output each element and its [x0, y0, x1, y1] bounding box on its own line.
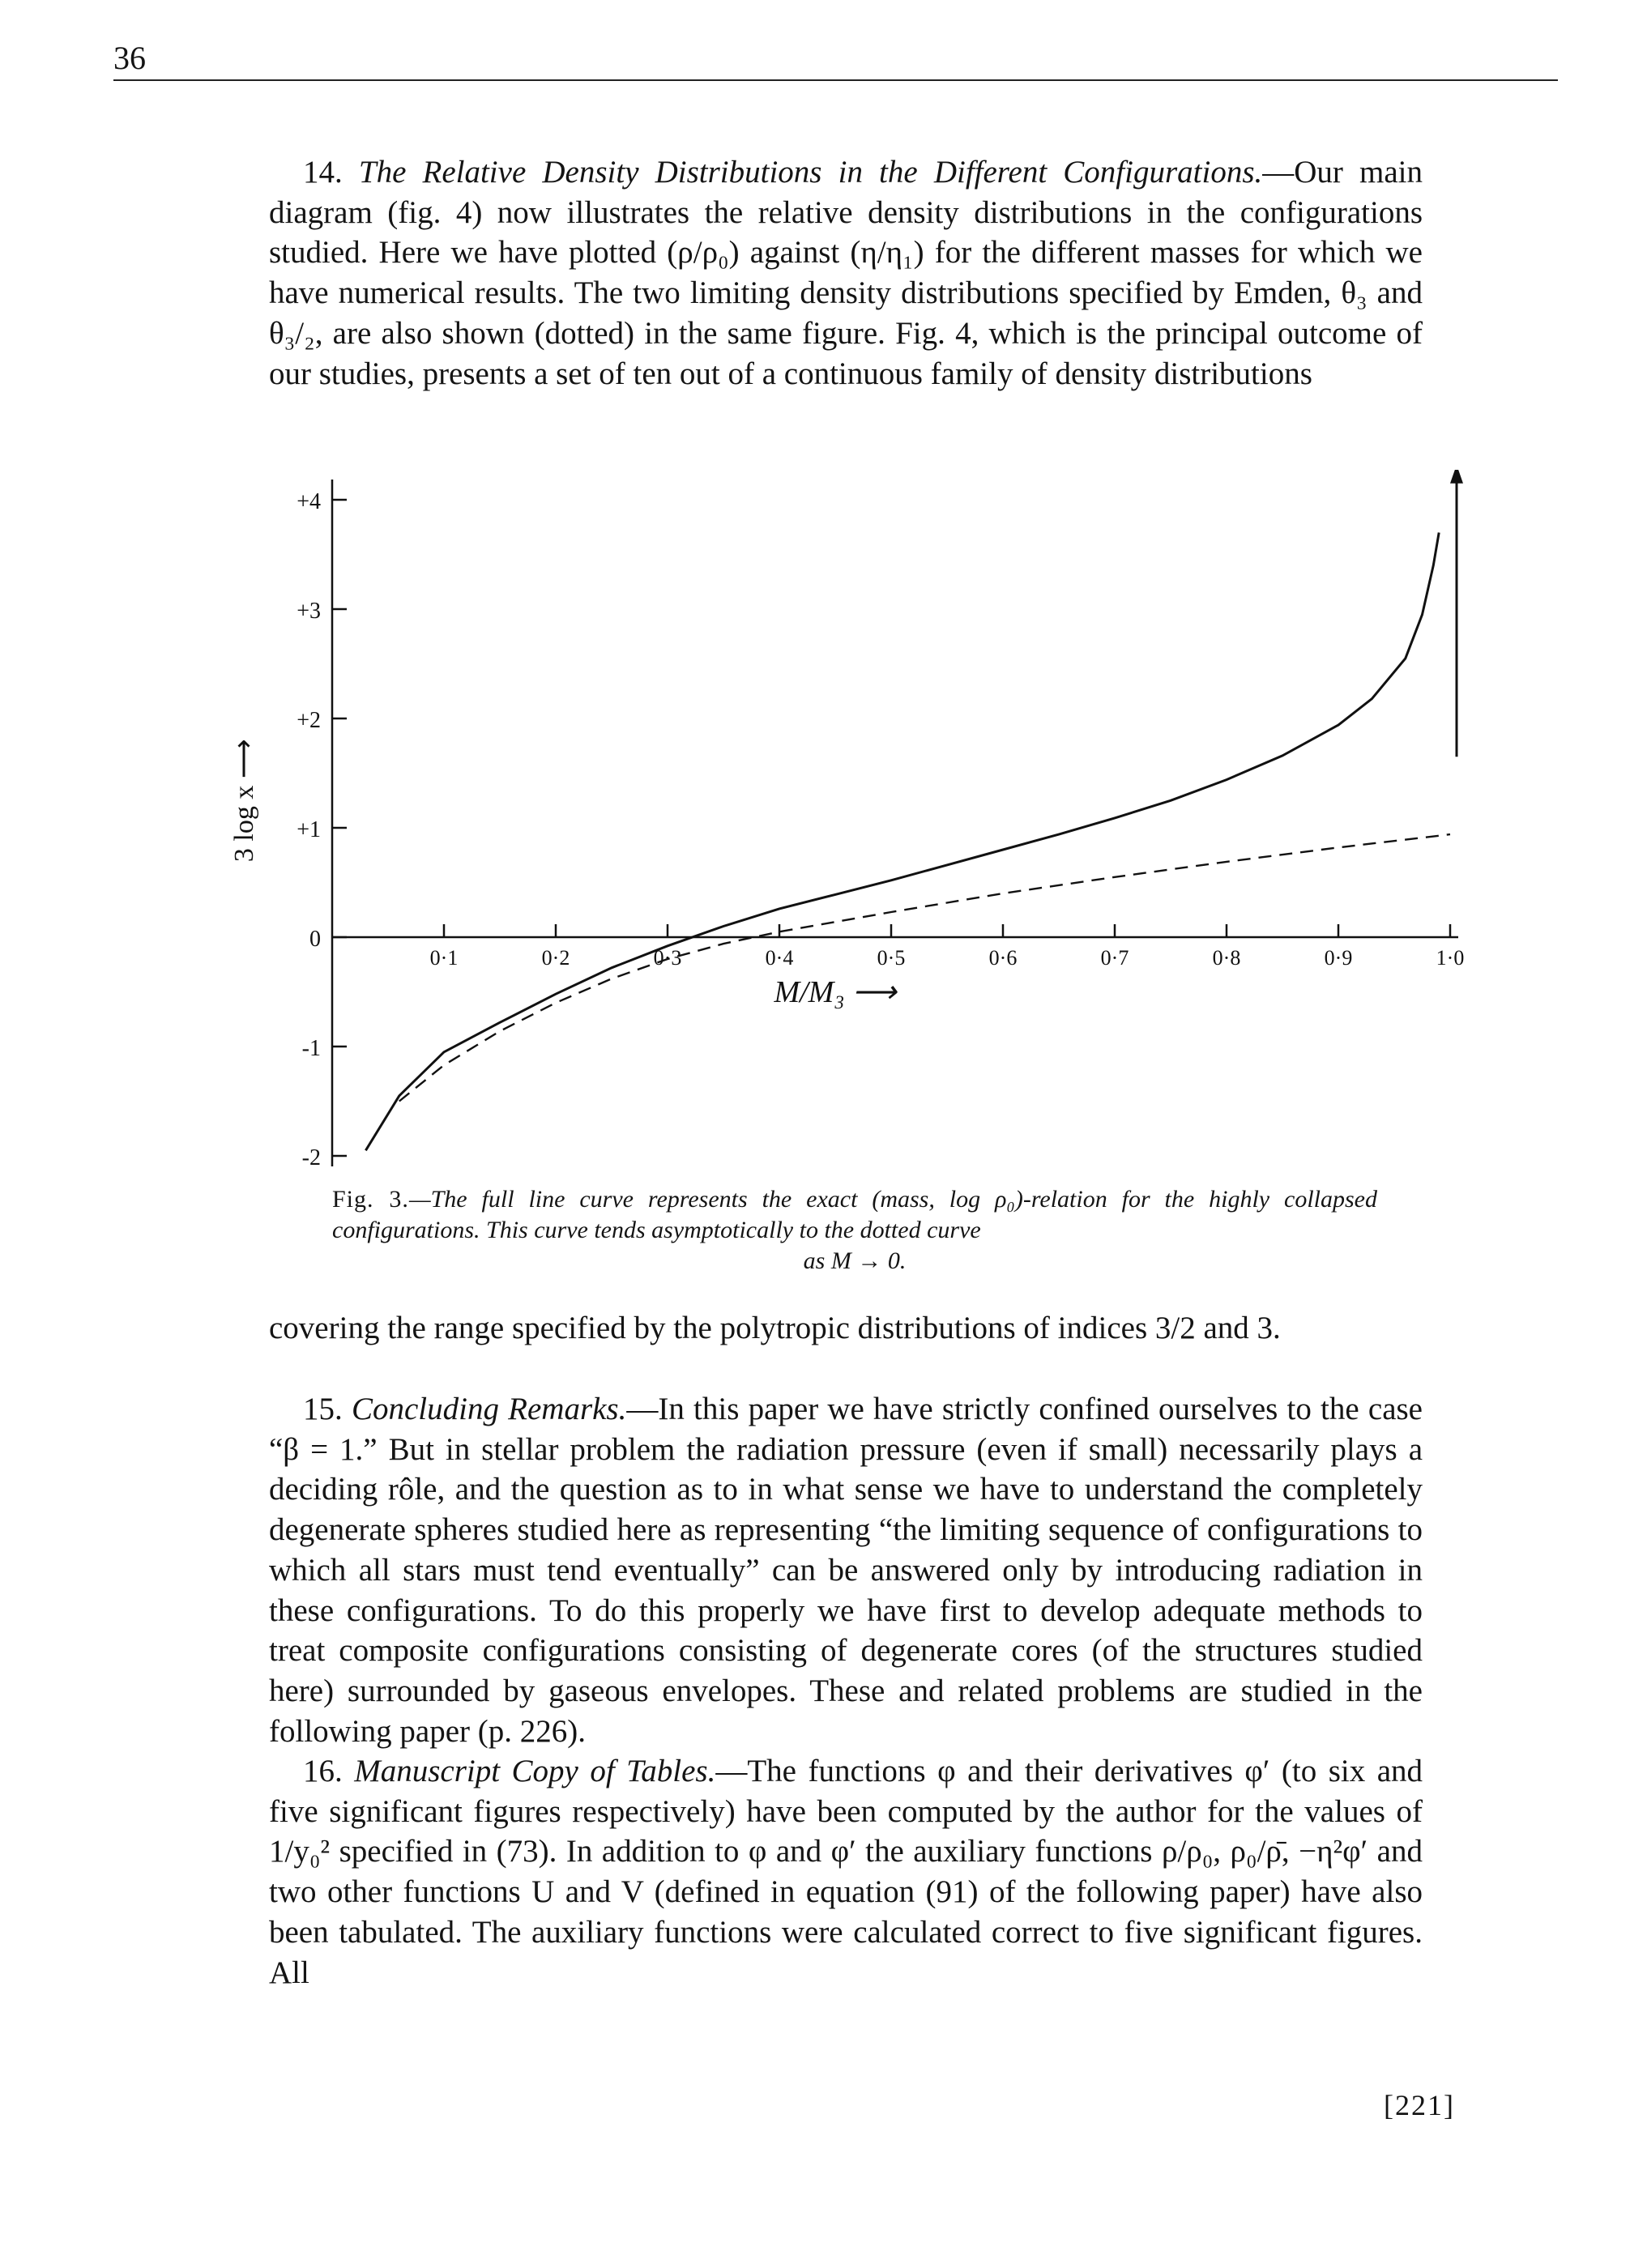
continuation-paragraph: covering the range specified by the polytropic distributions of indices 3/2 and 3. [269, 1311, 1281, 1345]
y-tick-label: +2 [297, 708, 321, 733]
section-14-number: 14. [303, 155, 343, 190]
x-tick-label: 0·9 [1324, 946, 1353, 970]
figure-caption-last-line: as M → 0. [803, 1247, 907, 1274]
section-14-title: The Relative Density Distributions in the Different Configurations. [358, 155, 1263, 190]
section-16-title: Manuscript Copy of Tables. [354, 1754, 716, 1788]
page-number: 36 [113, 40, 146, 76]
x-tick-label: 0·4 [765, 946, 794, 970]
figure-label: Fig. 3. [332, 1186, 409, 1213]
x-tick-label: 0·5 [877, 946, 906, 970]
y-tick-label: -1 [301, 1036, 321, 1061]
y-tick-label: +1 [297, 817, 321, 842]
section-16-number: 16. [303, 1754, 343, 1788]
x-tick-label: 0·8 [1212, 946, 1241, 970]
exact-relation-curve [365, 533, 1439, 1151]
section-15-paragraph [269, 1389, 1423, 1751]
figure-caption-text: —The full line curve represents the exact (mass, log ρ₀)-relation for the highly collapsed configurations. This curve tends asymptotically to the dotted curve [332, 1186, 1377, 1243]
plate-number: [221] [1384, 2089, 1455, 2121]
y-tick-label: 0 [309, 927, 321, 952]
x-axis-label: M/M₃ ⟶ [774, 975, 897, 1009]
x-tick-label: 1·0 [1436, 946, 1465, 970]
header-rule [113, 79, 1558, 81]
figure-3 [0, 470, 1647, 1166]
figure-caption [332, 1184, 1377, 1277]
y-tick-label: +3 [297, 599, 321, 624]
x-tick-label: 0·1 [429, 946, 459, 970]
section-15-text: —In this paper we have strictly confined ourselves to the case “β = 1.” But in stellar problem the radiation pressure (even if small) necessarily plays a deciding rôle, and the question as to in what sense we have to understand the completely degenerate spheres studied here as representing “the limiting sequence of configurations to which all stars must tend eventually” can be answered only by introducing radiation in these configurations. To do this properly we have first to develop adequate methods to treat composite configurations consisting of degenerate cores (of the structures studied here) surrounded by gaseous envelopes. These and related problems are studied in the following paper (p. 226). [269, 1392, 1423, 1749]
mass-density-chart [0, 470, 1647, 1166]
arrow-up-icon [1450, 470, 1463, 484]
section-15-number: 15. [303, 1392, 343, 1426]
x-tick-label: 0·3 [653, 946, 682, 970]
section-16-text: —The functions φ and their derivatives φ′ (to six and five significant figures respectively) have been computed by the author for the values of 1/y₀² specified in (73). In addition to φ and φ′ the auxiliary functions ρ/ρ₀, ρ₀/ρ̄, −η²φ′ and two other functions U and V (defined in equation (91) of the following paper) have also been tabulated. The auxiliary functions were calculated correct to five significant figures. All [269, 1754, 1423, 1990]
y-tick-label: -2 [301, 1145, 321, 1166]
section-16-paragraph [269, 1751, 1423, 1993]
x-tick-label: 0·7 [1100, 946, 1129, 970]
x-tick-label: 0·2 [541, 946, 570, 970]
section-14-paragraph [269, 152, 1423, 394]
section-14-text: —Our main diagram (fig. 4) now illustrates the relative density distributions in the configurations studied. Here we have plotted (ρ/ρ₀) against (η/η₁) for the different masses for which we have numerical results. The two limiting density distributions specified by Emden, θ₃ and θ₃/₂, are also shown (dotted) in the same figure. Fig. 4, which is the principal outcome of our studies, presents a set of ten out of a continuous family of density distributions [269, 155, 1423, 391]
y-tick-label: +4 [297, 489, 321, 514]
y-axis-label: 3 log x ⟶ [229, 739, 259, 863]
x-tick-label: 0·6 [988, 946, 1018, 970]
section-15-title: Concluding Remarks. [351, 1392, 627, 1426]
